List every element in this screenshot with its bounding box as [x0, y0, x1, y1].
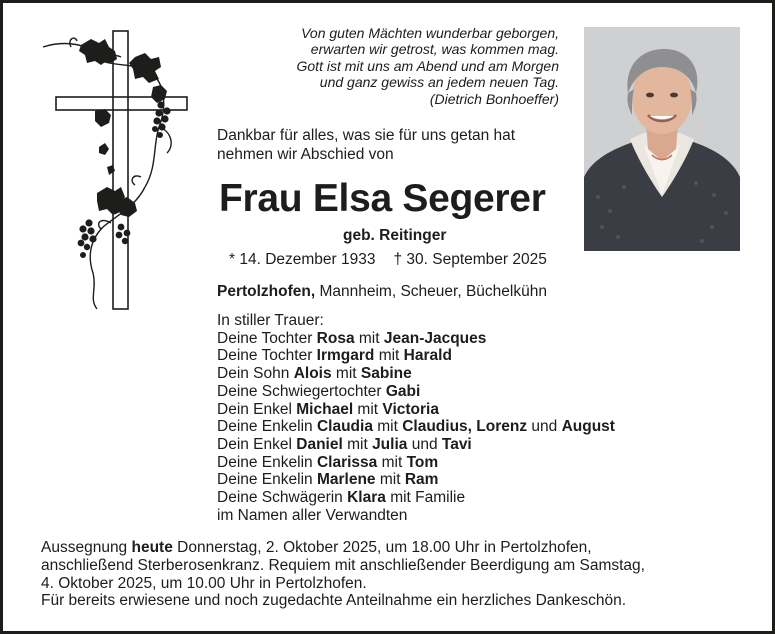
mourner-relation: mit — [354, 329, 384, 347]
intro-text — [217, 127, 515, 164]
mourner-relation: Deine Enkelin — [217, 418, 317, 436]
mourner-name: Tavi — [441, 435, 472, 453]
mourner-relation: Deine Tochter — [217, 347, 317, 365]
footer-line: anschließend Sterberosenkranz. Requiem mit anschließender Beerdigung am Samstag, — [41, 556, 645, 574]
footer-bold: heute — [131, 539, 173, 556]
portrait-figure — [584, 27, 740, 251]
places-line — [217, 283, 547, 301]
mourner-name: Rosa — [316, 329, 355, 347]
footer-text: Donnerstag, 2. Oktober 2025, um 18.00 Uhr in Pertolzhofen, — [172, 539, 592, 556]
mourner-name: Victoria — [382, 400, 439, 418]
mourner-name: Julia — [372, 435, 408, 453]
cross-with-vine-icon — [41, 27, 191, 317]
mourner-relation: mit — [375, 471, 405, 489]
footer-line — [41, 539, 741, 557]
mourner-row — [217, 347, 615, 365]
mourner-row — [217, 365, 615, 383]
footer-line: Für bereits erwiesene und noch zugedachte Anteilnahme ein herzliches Dankeschön. — [41, 592, 627, 610]
mourner-row — [217, 401, 615, 419]
mourner-row — [217, 383, 615, 401]
death-date: † 30. September 2025 — [393, 251, 547, 268]
quote-author: (Dietrich Bonhoeffer) — [429, 90, 559, 107]
mourner-name: Daniel — [296, 435, 343, 453]
service-information — [41, 539, 741, 610]
birth-date: * 14. Dezember 1933 — [229, 251, 376, 268]
mourner-rows — [217, 330, 615, 507]
mourner-relation: Deine Tochter — [217, 329, 317, 347]
mourner-name: Tom — [406, 453, 439, 471]
mourner-name: Irmgard — [316, 347, 375, 365]
mourner-relation: mit — [377, 453, 407, 471]
mourner-row — [217, 330, 615, 348]
mourner-row — [217, 489, 615, 507]
mourner-name: Ram — [404, 471, 439, 489]
mourner-relation: Dein Sohn — [217, 365, 294, 383]
mourner-name: Claudius, Lorenz — [402, 418, 528, 436]
mourner-relation: Dein Enkel — [217, 435, 297, 453]
mourner-relation: mit Familie — [385, 489, 466, 507]
mourner-relation: mit — [331, 365, 361, 383]
quote-line: und ganz gewiss an jedem neuen Tag. — [319, 74, 559, 91]
mourner-name: Harald — [403, 347, 452, 365]
footer-line: 4. Oktober 2025, um 10.00 Uhr in Pertolzhofen. — [41, 574, 367, 592]
mourners-heading: In stiller Trauer: — [217, 312, 324, 329]
mourner-row — [217, 418, 615, 436]
life-dates — [229, 251, 547, 269]
mourner-relation: und — [407, 435, 442, 453]
mourner-name: Gabi — [385, 382, 421, 400]
quote-line: erwarten wir getrost, was kommen mag. — [310, 41, 559, 58]
mourner-name: Michael — [296, 400, 354, 418]
footer-text: Aussegnung — [41, 539, 132, 556]
mourner-name: Claudia — [316, 418, 373, 436]
mourner-relation: und — [527, 418, 562, 436]
mourners-list — [217, 312, 615, 524]
place-others: Mannheim, Scheuer, Büchelkühn — [315, 283, 547, 300]
mourner-relation: mit — [342, 435, 373, 453]
mourner-relation: mit — [372, 418, 403, 436]
mourner-relation: Deine Enkelin — [217, 453, 317, 471]
mourners-closing: im Namen aller Verwandten — [217, 506, 408, 524]
quote-line: Von guten Mächten wunderbar geborgen, — [301, 25, 559, 41]
portrait-photo — [584, 27, 740, 251]
mourner-relation: mit — [374, 347, 404, 365]
mourner-relation: Deine Enkelin — [217, 471, 317, 489]
deceased-name: Frau Elsa Segerer — [219, 177, 546, 220]
mourner-name: August — [561, 418, 615, 436]
mourner-row — [217, 436, 615, 454]
birth-name: geb. Reitinger — [343, 227, 447, 244]
mourner-name: Marlene — [316, 471, 376, 489]
mourner-row — [217, 471, 615, 489]
mourner-name: Sabine — [360, 365, 412, 383]
mourner-name: Klara — [347, 489, 386, 507]
intro-line: Dankbar für alles, was sie für uns getan hat — [217, 127, 516, 144]
intro-line: nehmen wir Abschied von — [217, 145, 394, 163]
mourner-relation: Deine Schwiegertochter — [217, 382, 386, 400]
mourner-row — [217, 454, 615, 472]
place-main: Pertolzhofen, — [217, 283, 316, 300]
mourner-relation: mit — [353, 400, 383, 418]
mourner-name: Clarissa — [316, 453, 378, 471]
mourner-relation: Dein Enkel — [217, 400, 297, 418]
bonhoeffer-quote — [235, 25, 559, 107]
mourner-relation: Deine Schwägerin — [217, 489, 348, 507]
mourner-name: Jean-Jacques — [383, 329, 487, 347]
quote-line: Gott ist mit uns am Abend und am Morgen — [296, 57, 559, 74]
mourner-name: Alois — [293, 365, 332, 383]
